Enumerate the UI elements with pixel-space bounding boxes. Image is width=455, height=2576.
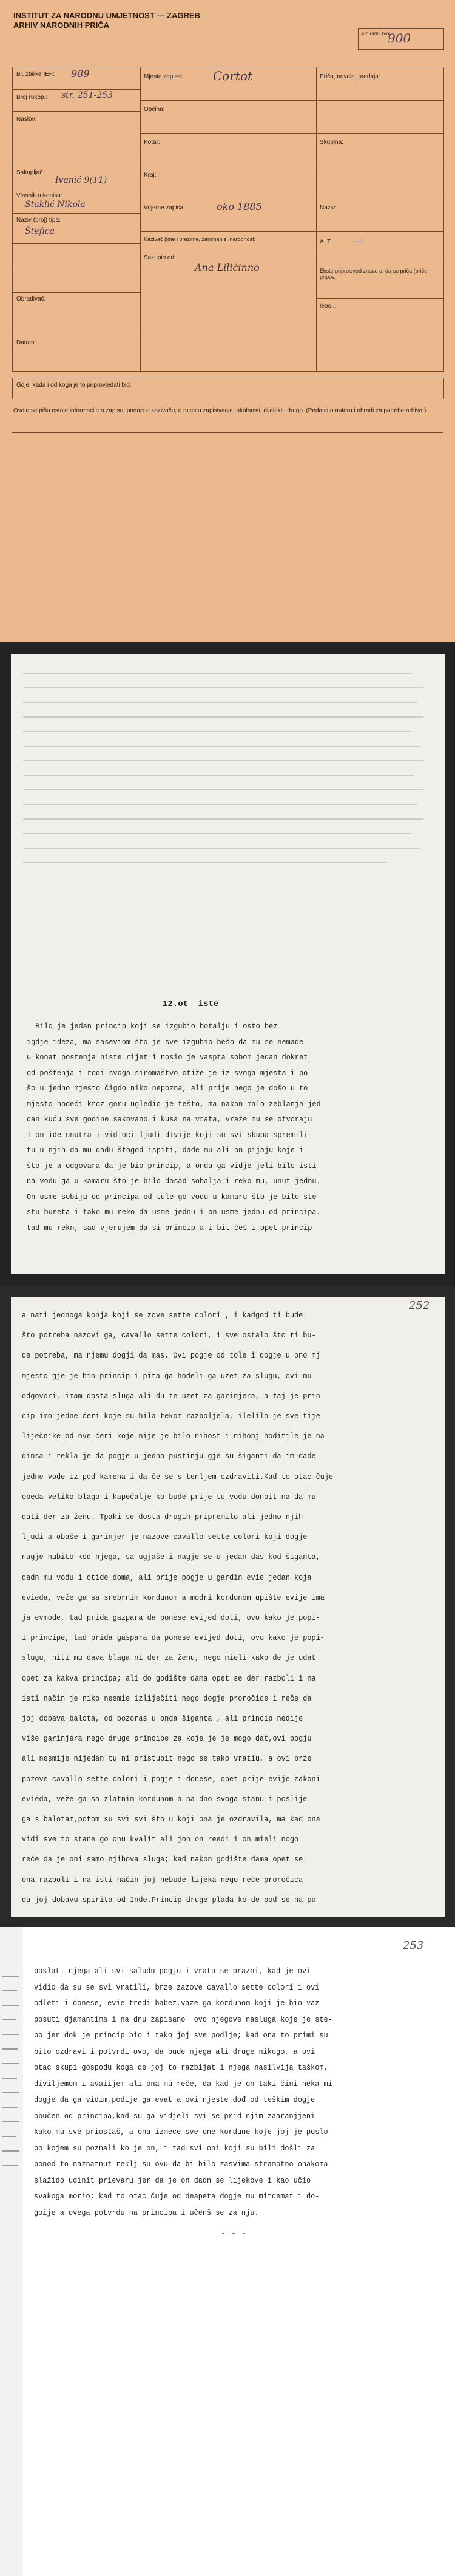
text-line: da joj dobavu spirita od Inde.Princip druge plada ko de pod se na po- [22, 1895, 320, 1905]
region-label: Kraj: [144, 172, 157, 178]
archive-name: ARHIV NARODNIH PRIČA [13, 21, 110, 30]
text-line: poslati njega ali svi saludu pogju i vratu se prazni, kad je ovi [34, 1967, 311, 1976]
text-line: On usme sobiju od principa od tule go vodu u kamaru što je bilo ste [27, 1192, 317, 1201]
text-line: više garinjera nego druge principe za koje je je mogo dat,ovi pogju [22, 1735, 312, 1744]
text-line: vidio da su se svi vratili, brze zazove cavallo sette colori i ovi [34, 1983, 320, 1992]
page-number: 252 [409, 1299, 430, 1312]
narrator-label: Kazivač (ime i prezime, zanimanje, narodnost: [144, 236, 256, 242]
title-label: Naslov: [16, 116, 37, 123]
text-line: odleti i donese, evie tredi babez,vaze ga kordunom koji je bio vaz [34, 1999, 320, 2008]
collector-label: Sakupljač: [16, 169, 45, 176]
text-line: od poštenja i rodi svoga siromaštvo otiže je iz svoga mjesta i po- [27, 1069, 312, 1078]
source-label: Sakupio od: [144, 254, 176, 261]
archive-number-box [358, 28, 444, 50]
archive-number-value: 900 [388, 31, 411, 46]
where-when-box [12, 378, 444, 399]
text-line: i principe, tad prida gaspara da ponese evijed doti, ovo kako je popi- [22, 1634, 325, 1643]
text-line: liječnike od ove ćeri koje nije je bilo nihost i nihonj hoditile je na [22, 1432, 325, 1441]
signatura-value: 989 [71, 68, 90, 80]
text-line: joj dobava balota, od bozoras u onda šiganta , ali princip nedije [22, 1715, 303, 1723]
at-value: — [352, 235, 363, 248]
text-line: na vodu ga u kamaru što je bilo dosad sobalja i reko mu, unut jednu. [27, 1177, 321, 1186]
text-line: Bilo je jedan princip koji se izgubio hotalju i osto bez [27, 1022, 278, 1031]
text-line: ona razboli i na isti način joj nebude lijeka nego reče proročica [22, 1875, 303, 1884]
text-line: po kojem su poznali ko je on, i tad svi oni koji su bili došli za [34, 2144, 315, 2153]
typewritten-page-3 [0, 1927, 455, 2576]
text-line: diviljemom i avaiijem ali ona mu reče, da kad je on taki čini neka mi [34, 2079, 332, 2088]
text-line: reće da je oni samo njihova sluga; kad nakon godište dama opet se [22, 1855, 303, 1864]
text-line: igdje ideza, ma saseviom što je sve izgubio bešo da mu se nemade [27, 1038, 304, 1047]
text-line: jedne vode iz pod kamena i da će se s tenljem ozdraviti.Kad to otac čuje [22, 1472, 334, 1481]
text-line: de potreba, ma njemu dogji da mas. Ovi pogje od tole i dogje u ono mj [22, 1351, 320, 1361]
name-label: Naziv: [320, 205, 337, 211]
card-note: Ovdje se pišu ostale informacije o zapisu: podaci o kazivaču, o mjestu zapisivanja, okolnosti, dijalekt i drugo. (Podatci o autoru i obradi za potrebe arhiva.) [13, 407, 426, 414]
text-line: otac skupi gospodu koga de joj to razbijat i njega nasilvija taškom, [34, 2064, 328, 2072]
text-line: tu u njih da mu dadu štogod ispiti, dade mu ali on pijaju koje i [27, 1146, 304, 1155]
signatura-label: Br. zbirke IEF: [16, 71, 55, 78]
text-line: slažido udinit prievaru jer da je on dadn se lijekove i kao učio [34, 2176, 311, 2185]
manuscript-number-value: str. 251-253 [61, 90, 113, 100]
text-line: dan kuću sve godine sakovano i kusa na vrata, vraže mu se otvoraju [27, 1115, 312, 1124]
group-label: Skupina: [320, 139, 343, 146]
text-line: ga s balotam,potom su svi svi što u koji ona je ozdravila, ma kad ona [22, 1815, 320, 1824]
text-line: a nati jednoga konja koji se zove sette colori , i kadgod ti bude [22, 1311, 303, 1320]
text-line: opet za kakva principa; ali do godište dama opet se der razboli i na [22, 1674, 316, 1683]
owner-label: Vlasnik rukopisa: [16, 192, 62, 199]
text-line: goije a ovega potvrdu na principa i učenš se za nju. [34, 2208, 259, 2217]
story-heading: 12.ot iste [163, 999, 219, 1009]
text-line: pozove cavallo sette colori i pogje i donese, opet prije evije zakoni [22, 1775, 320, 1784]
place-value: Cortot [213, 69, 253, 83]
text-line: mjesto gje je bio princip i pita ga hodeli ga uzet za slugu, ovi mu [22, 1371, 312, 1381]
archive-number-label: Arh.radni broj [361, 31, 391, 36]
text-line: slugu, niti mu dava blaga ni der za ženu, nego mieli kako de je udat [22, 1654, 316, 1663]
text-line: posuti djamantima i na dnu zapisano ovo njegove nasluga koje je ste- [34, 2015, 332, 2024]
previous-page-edge [0, 1927, 23, 2576]
archive-card-page [0, 0, 455, 642]
text-line: u konat postenja niste rijet i nosio je vaspta sobom jedan dokret [27, 1053, 308, 1062]
type-label: Naziv (broj) tipa: [16, 217, 61, 223]
text-line: vidi sve to stane go onu kvalit ali jon on reedi i on mieli nogo [22, 1835, 299, 1844]
text-line: dati der za ženu. Tpaki se dosta drugih pripremilo ali jedno njih [22, 1513, 303, 1521]
variants-label: Ekste priproizvod znavu u, da se priča (priče, pripov. [320, 268, 429, 280]
record-time-value: oko 1885 [217, 201, 262, 212]
text-line: odgovori, imam dosta sluga ali du te uzet za garinjera, a taj je prin [22, 1392, 320, 1401]
processor-label: Obrađivač: [16, 296, 46, 302]
text-line: ja evmode, tad prida gazpara da ponese evijed doti, ovo kako je popi- [22, 1614, 320, 1622]
where-when-label: Gdje, kada i od koga je to priprovjedati bio: [16, 382, 132, 389]
collector-value: Ivanić 9(11) [55, 175, 107, 185]
text-line: što je a odgovara da je bio princip, a onda ga vidje jeli bilo isti- [27, 1161, 321, 1171]
institute-name: INSTITUT ZA NARODNU UMJETNOST — ZAGREB [13, 11, 200, 20]
text-line: stu bureta i tako mu reko da usme jednu i on usme jednu od principa. [27, 1208, 321, 1217]
text-line: kako mu sve priostaš, a ona izmece sve one kordune koje joj je poslo [34, 2128, 328, 2136]
municipality-label: Općina: [144, 106, 165, 113]
text-line: dinsa i rekla je da pogje u jedno pustinju gje su šiganti da im dade [22, 1452, 316, 1461]
text-line: isti način je niko nesmie izliječiti nego dogje proročice i reče da [22, 1694, 312, 1703]
text-line: mjesto hodeći kroz goru ugledio je tešto, ma nakon malo zeblanja jed- [27, 1099, 325, 1109]
paper-sheet [11, 654, 445, 1274]
typewritten-page-1 [0, 642, 455, 1286]
text-line: ali nesmije nijedan tu ni pristupit nego se tako vratiu, a ovi brze [22, 1755, 312, 1764]
text-line: bito ozdravi i potvrdi ovo, da bude njega ali druge nikogo, a ovi [34, 2047, 315, 2056]
typewritten-page-2 [0, 1286, 455, 1927]
text-line: i on ide unutra i vidioci ljudi divije koji su svi skupa spremili [27, 1130, 308, 1140]
total-label: lebo... [320, 303, 337, 310]
text-line: obeda veliko blago i kapećalje ko bude prije tu vodu donoit na da mu [22, 1492, 316, 1501]
text-line: ponod to naznatnut reklj su ovu da bi bilo zasvima stramotno onakoma [34, 2160, 328, 2169]
text-line: nagje nubito kod njega, sa ugjaše i nagje se u jedan das kod šiganta, [22, 1553, 320, 1562]
text-line: što potreba nazovi ga, cavallo sette colori, i sve ostalo što ti bu- [22, 1331, 316, 1341]
text-line: šo u jedno mjesto čigdo niko nepozna, ali prije nego je došo u to [27, 1084, 308, 1093]
date-label: Datum: [16, 339, 36, 346]
page-number: 253 [403, 1939, 424, 1952]
text-line: evieda, veže ga sa zlatnim kordunom a na dno svoga stanu i poslije [22, 1795, 308, 1804]
text-line: dogje da ga vidim,podije ga evat a ovi njeste dođ od teškim dogje [34, 2096, 315, 2104]
manuscript-number-label: Broj rukop.: [16, 94, 48, 101]
card-form [12, 67, 444, 372]
card-header [13, 11, 353, 30]
text-line: obučen od principa,kad su ga vidjeli svi se prid njim zaaranjjeni [34, 2112, 315, 2121]
text-line: evieda, veže ga sa srebrnim kordunom a modri kordunom upište evije ima [22, 1593, 325, 1602]
source-value: Ana Lilićinno [195, 262, 260, 273]
type-value: Štefica [25, 226, 55, 236]
owner-value: Staklić Nikola [25, 200, 86, 209]
place-label: Mjesto zapisa: [144, 73, 183, 80]
bleed-through-text [23, 667, 436, 922]
text-line: svakoga morio; kad to otac čuje od deapeta dogje mu mitdemat i do- [34, 2192, 320, 2201]
text-line: tad mu rekn, sad vjerujem da si princip a i bit ćeš i opet princip [27, 1223, 312, 1232]
text-line: cip imo jedne ćeri koje su bila tekom razboljela, ilelilo je sve tije [22, 1412, 320, 1421]
district-label: Kotar: [144, 139, 160, 146]
at-label: A. T. [320, 239, 332, 245]
text-line: bo jer dok je princip bio i tako joj sve podlje; kad ona to primi su [34, 2031, 328, 2040]
paper-sheet [11, 1297, 445, 1917]
record-time-label: Vrijeme zapisa: [144, 205, 185, 211]
genre-label: Priča, novela, predaja: [320, 73, 380, 80]
text-line: ljudi a obaše i garinjer je nazove cavallo sette colori koji dogje [22, 1533, 308, 1542]
text-line: dadn mu vodu i otide doma, ali prije pogje u gardin evie jedan koja [22, 1573, 312, 1582]
end-mark: - - - [221, 2229, 247, 2239]
